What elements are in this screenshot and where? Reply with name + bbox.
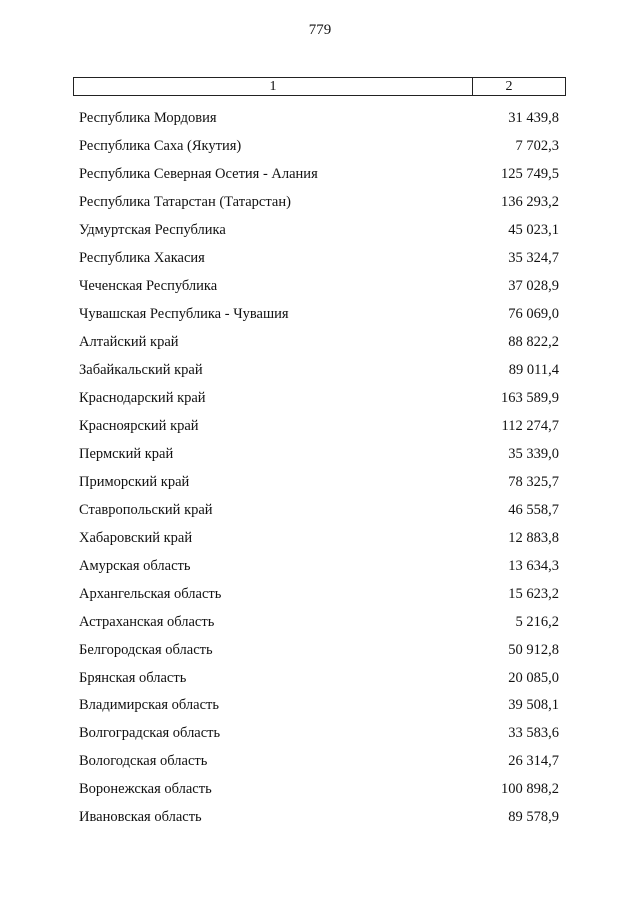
table-row	[73, 748, 566, 776]
region-name: Белгородская область	[79, 641, 213, 658]
region-value: 163 589,9	[501, 390, 559, 406]
region-value: 5 216,2	[515, 613, 559, 630]
table-row	[73, 552, 566, 580]
region-name: Приморский край	[79, 473, 190, 490]
table-row	[73, 524, 566, 552]
region-value: 31 439,8	[508, 110, 559, 127]
region-name: Архангельская область	[79, 585, 222, 602]
table-row	[73, 217, 566, 245]
table-row	[73, 245, 566, 273]
region-value: 12 883,8	[508, 529, 559, 546]
region-value: 35 324,7	[508, 250, 559, 267]
region-value: 37 028,9	[508, 278, 559, 295]
region-value: 20 085,0	[508, 669, 559, 686]
region-value: 89 578,9	[508, 809, 559, 826]
region-name: Краснодарский край	[79, 390, 206, 406]
region-name: Хабаровский край	[79, 529, 193, 546]
region-name: Астраханская область	[79, 613, 215, 630]
column-header-1: 1	[74, 78, 473, 95]
region-value: 136 293,2	[501, 194, 559, 211]
region-name: Алтайский край	[79, 334, 179, 351]
table-row	[73, 608, 566, 636]
region-name: Удмуртская Республика	[79, 222, 226, 239]
region-value: 26 314,7	[508, 753, 559, 770]
region-name: Амурская область	[79, 557, 191, 574]
region-value: 15 623,2	[508, 585, 559, 602]
table-row	[73, 468, 566, 496]
region-value: 125 749,5	[501, 166, 559, 183]
table-row	[73, 664, 566, 692]
region-name: Забайкальский край	[79, 362, 203, 379]
region-value: 88 822,2	[508, 334, 559, 351]
region-value: 50 912,8	[508, 641, 559, 658]
region-name: Красноярский край	[79, 417, 199, 434]
table-row	[73, 692, 566, 720]
table-row	[73, 161, 566, 189]
region-value: 45 023,1	[508, 222, 559, 239]
region-value: 76 069,0	[508, 306, 559, 323]
region-name: Ивановская область	[79, 809, 202, 826]
region-value: 39 508,1	[508, 697, 559, 714]
table-row	[73, 580, 566, 608]
region-value: 35 339,0	[508, 445, 559, 462]
region-value: 89 011,4	[508, 362, 559, 379]
data-table	[73, 77, 566, 832]
region-value: 78 325,7	[508, 473, 559, 490]
column-header-2: 2	[505, 79, 513, 94]
region-name: Владимирская область	[79, 697, 219, 714]
region-value: 100 898,2	[501, 781, 559, 798]
table-row	[73, 273, 566, 301]
table-row	[73, 357, 566, 385]
region-name: Волгоградская область	[79, 725, 221, 742]
table-row	[73, 105, 566, 133]
table-row	[73, 720, 566, 748]
table-row	[73, 412, 566, 440]
region-name: Ставропольский край	[79, 501, 213, 518]
table-row	[73, 329, 566, 357]
page-number: 779	[308, 22, 332, 38]
region-name: Чувашская Республика - Чувашия	[79, 306, 289, 323]
region-name: Республика Саха (Якутия)	[79, 138, 242, 155]
region-value: 7 702,3	[515, 138, 559, 155]
region-value: 13 634,3	[508, 557, 559, 574]
region-name: Пермский край	[79, 445, 174, 462]
region-value: 46 558,7	[508, 501, 559, 518]
region-name: Республика Хакасия	[79, 250, 205, 267]
table-row	[73, 440, 566, 468]
table-row	[73, 636, 566, 664]
table-row	[73, 385, 566, 413]
table-body	[73, 105, 566, 832]
table-row	[73, 776, 566, 804]
table-row	[73, 496, 566, 524]
table-header-row	[73, 77, 566, 96]
region-name: Республика Татарстан (Татарстан)	[79, 194, 291, 211]
table-row	[73, 301, 566, 329]
region-name: Воронежская область	[79, 781, 212, 798]
table-row	[73, 189, 566, 217]
region-name: Вологодская область	[79, 753, 208, 770]
table-row	[73, 133, 566, 161]
region-value: 33 583,6	[508, 725, 559, 742]
region-name: Брянская область	[79, 669, 187, 686]
region-name: Республика Северная Осетия - Алания	[79, 166, 318, 183]
region-name: Республика Мордовия	[79, 110, 217, 127]
region-name: Чеченская Республика	[79, 278, 218, 295]
table-row	[73, 804, 566, 832]
region-value: 112 274,7	[501, 417, 559, 434]
